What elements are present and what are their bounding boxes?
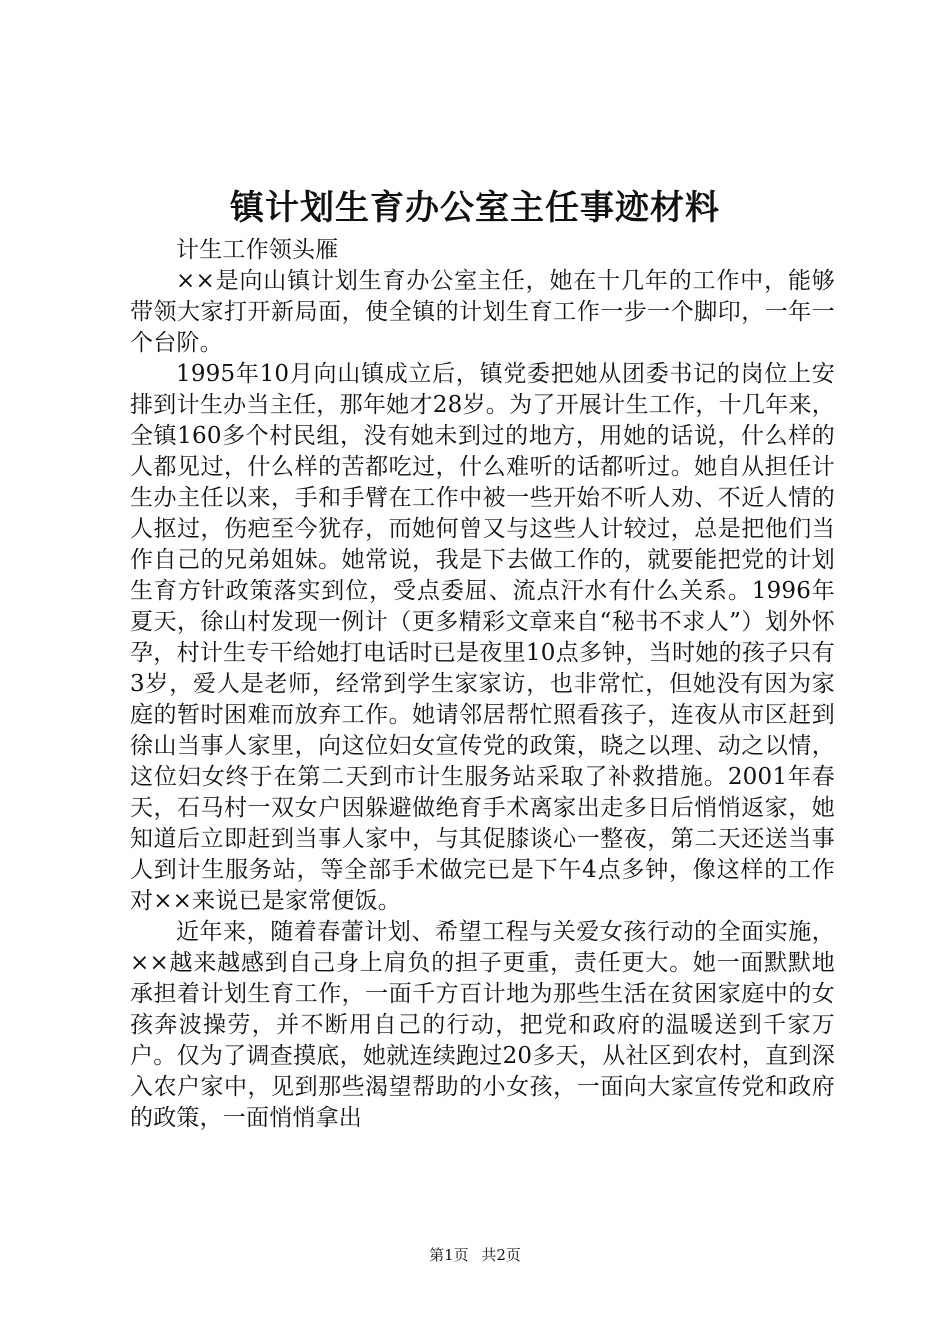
paragraph-subtitle: 计生工作领头雁 (176, 237, 339, 263)
paragraph-history: 1995年10月向山镇成立后，镇党委把她从团委书记的岗位上安排到计生办当主任，那年她才28岁。为了开展计生工作，十几年来，全镇160多个村民组，没有她未到过的地方，用她的话说，什么样的人都见过，什么样的苦都吃过，什么难听的话都听过。她自从担任计生办主任以来，手和手臂在工作中被一些开始不听人劝、不近人情的人抠过，伤疤至今犹存，而她何曾又与这些人计较过，总是把他们当作自己的兄弟姐妹。她常说，我是下去做工作的，就要能把党的计划生育方针政策落实到位，受点委屈、流点汗水有什么关系。1996年夏天，徐山村发现一例计（更多精彩文章来自“秘书不求人”）划外怀孕，村计生专干给她打电话时已是夜里10点多钟，当时她的孩子只有3岁，爱人是老师，经常到学生家家访，也非常忙，但她没有因为家庭的暂时困难而放弃工作。她请邻居帮忙照看孩子，连夜从市区赶到徐山当事人家里，向这位妇女宣传党的政策，晓之以理、动之以情，这位妇女终于在第二天到市计生服务站采取了补救措施。2001年春天，石马村一双女户因躲避做绝育手术离家出走多日后悄悄返家，她知道后立即赶到当事人家中，与其促膝谈心一整夜，第二天还送当事人到计生服务站，等全部手术做完已是下午4点多钟，像这样的工作对××来说已是家常便饭。 (130, 361, 835, 914)
paragraph-recent: 近年来，随着春蕾计划、希望工程与关爱女孩行动的全面实施，××越来越感到自己身上肩负的担子更重，责任更大。她一面默默地承担着计划生育工作，一面千方百计地为那些生活在贫困家庭中的女孩奔波操劳，并不断用自己的行动，把党和政府的温暖送到千家万户。仅为了调查摸底，她就连续跑过20多天，从社区到农村，直到深入农户家中，见到那些渴望帮助的小女孩，一面向大家宣传党和政府的政策，一面悄悄拿出 (130, 919, 835, 1131)
document-title: 镇计划生育办公室主任事迹材料 (230, 188, 720, 228)
page-footer (0, 1245, 950, 1265)
paragraph-intro: ××是向山镇计划生育办公室主任，她在十几年的工作中，能够带领大家打开新局面，使全镇的计划生育工作一步一个脚印，一年一个台阶。 (130, 268, 835, 356)
page-number: 第1页 (429, 1246, 469, 1264)
page-total: 共2页 (481, 1246, 521, 1264)
document-body (130, 235, 835, 1134)
